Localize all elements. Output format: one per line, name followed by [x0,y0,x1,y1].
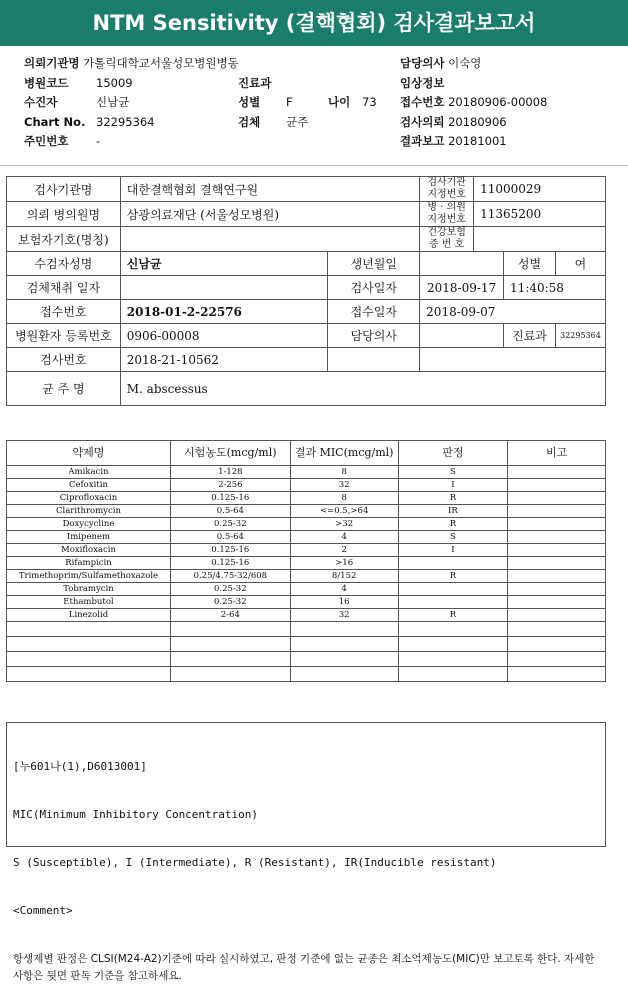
sex-value: 여 [555,252,605,276]
hosp-patient-label: 병원환자 등록번호 [7,324,121,348]
table-cell: 4 [290,531,398,544]
empty-cell [398,622,508,637]
report-label: 결과보고 [400,134,445,148]
ref-inst-label: 의뢰기관명 [24,56,80,70]
age-value: 73 [362,95,377,109]
table-cell [508,531,606,544]
form-row [7,300,606,324]
insure-id-label: 건강보험 증 번 호 [420,227,474,252]
reg-no-value: 2018-01-2-22576 [120,300,328,324]
empty-cell [508,637,606,652]
lab-name-value: 대한결핵협회 결핵연구원 [120,177,419,202]
ssn-value: - [96,134,101,148]
table-cell: Trimethoprim/Sulfamethoxazole [7,570,171,583]
test-date-label: 검사일자 [328,276,420,300]
table-cell [508,596,606,609]
insured-value [120,227,419,252]
ref-inst-value: 가톨릭대학교서울성모병원병동 [83,56,239,70]
table-cell: 0.125-16 [170,492,290,505]
table-cell: 1-128 [170,466,290,479]
empty-row [7,652,606,667]
hosp-code-label: 병원코드 [24,76,69,90]
table-cell: Moxifloxacin [7,544,171,557]
table-cell: 0.25-32 [170,583,290,596]
table-cell [508,466,606,479]
clinical-label: 임상정보 [400,76,445,90]
table-row [7,518,606,531]
dept-value: 32295364 [555,324,605,348]
test-no-value: 2018-21-10562 [120,348,328,372]
table-cell: R [398,570,508,583]
doctor-value: 이숙영 [448,56,482,70]
table-cell [508,518,606,531]
empty-cell [170,637,290,652]
patient-name-label: 수검자성명 [7,252,121,276]
table-row [7,492,606,505]
accession-label: 접수번호 [400,95,445,109]
empty-row [7,667,606,682]
reg-no-label: 접수번호 [7,300,121,324]
table-cell: 32 [290,609,398,622]
specimen-value: 균주 [286,115,309,129]
doctor-label: 담당의사 [400,56,445,70]
table-cell: Linezolid [7,609,171,622]
empty-cell [7,667,171,682]
table-cell: 4 [290,583,398,596]
birth-value [420,252,504,276]
table-cell: Rifampicin [7,557,171,570]
empty-cell [398,667,508,682]
table-cell: >32 [290,518,398,531]
table-cell: 0.125-16 [170,544,290,557]
form-row [7,324,606,348]
empty-cell [398,637,508,652]
form-row [7,202,606,227]
empty-cell [508,652,606,667]
table-cell: Tobramycin [7,583,171,596]
collect-label: 검체채취 일자 [7,276,121,300]
accession-value: 20180906-00008 [448,95,548,109]
collect-value [120,276,328,300]
notes-code: [누601나(1),D6013001] [13,760,147,773]
patient-label: 수진자 [24,95,58,109]
dept-label: 진료과 [238,76,272,90]
chart-label: Chart No. [24,115,86,129]
sex-label: 성별 [504,252,556,276]
table-cell: 0.25/4.75-32/608 [170,570,290,583]
insure-id-value [474,227,606,252]
table-row [7,570,606,583]
empty-cell [290,637,398,652]
form-row [7,372,606,406]
results-header-row [7,441,606,466]
table-cell [508,544,606,557]
notes-mic: MIC(Minimum Inhibitory Concentration) [13,808,259,821]
table-cell: IR [398,505,508,518]
empty-cell [7,637,171,652]
col-header: 시험농도(mcg/ml) [170,441,290,466]
table-cell: Ciprofloxacin [7,492,171,505]
patient-form-table [6,176,606,406]
specimen-label: 검체 [238,115,261,129]
table-row [7,531,606,544]
table-cell: Doxycycline [7,518,171,531]
table-cell: S [398,466,508,479]
col-header: 비고 [508,441,606,466]
test-date-value: 2018-09-17 [420,276,504,300]
notes-legend: S (Susceptible), I (Intermediate), R (Resistant), IR(Inducible resistant) [13,856,497,869]
table-cell: Ethambutol [7,596,171,609]
table-cell [398,583,508,596]
col-header: 판정 [398,441,508,466]
table-cell: >16 [290,557,398,570]
table-cell: 8 [290,492,398,505]
empty-cell [7,652,171,667]
table-cell [508,505,606,518]
lab-name-label: 검사기관명 [7,177,121,202]
table-cell: 2-256 [170,479,290,492]
empty-cell [290,622,398,637]
empty-cell [170,652,290,667]
table-cell [508,583,606,596]
table-cell [398,557,508,570]
table-cell: 32 [290,479,398,492]
form-row [7,348,606,372]
col-header: 결과 MIC(mcg/ml) [290,441,398,466]
form-row [7,227,606,252]
report-title: NTM Sensitivity (결핵협회) 검사결과보고서 [0,0,628,46]
table-cell [508,492,606,505]
form-row [7,252,606,276]
ref-hosp-label: 의뢰 병의원명 [7,202,121,227]
table-cell [508,609,606,622]
doctor-label: 담당의사 [328,324,420,348]
ssn-label: 주민번호 [24,134,69,148]
doctor-value [420,324,504,348]
age-label: 나이 [328,95,351,109]
test-req-value: 20180906 [448,115,507,129]
ref-hosp-value: 삼광의료재단 (서울성모병원) [120,202,419,227]
ref-id-value: 11365200 [474,202,606,227]
col-header: 약제명 [7,441,171,466]
dept-label: 진료과 [504,324,556,348]
patient-name-value: 신남균 [120,252,328,276]
table-row [7,557,606,570]
form-row [7,276,606,300]
empty-row [7,622,606,637]
sex-value: F [286,95,293,109]
table-cell: R [398,609,508,622]
table-cell [508,557,606,570]
sex-label: 성별 [238,95,261,109]
empty-cell [170,667,290,682]
table-cell: Imipenem [7,531,171,544]
table-row [7,544,606,557]
table-cell: 0.125-16 [170,557,290,570]
lab-id-label: 검사기관 지정번호 [420,177,474,202]
table-row [7,596,606,609]
strain-label: 균 주 명 [7,372,121,406]
empty-row [7,637,606,652]
notes-box [6,722,606,982]
patient-value: 신남균 [96,95,130,109]
test-no-label: 검사번호 [7,348,121,372]
empty-cell [398,652,508,667]
divider [0,165,628,166]
notes-comment: 항생제별 판정은 CLSI(M24-A2)기준에 따라 실시하였고, 판정 기준에 없는 균종은 최소억제농도(MIC)만 보고토록 한다. 자세한 사항은 뒷면 판독 기준을 참고하세요. [13,953,598,982]
table-cell: Amikacin [7,466,171,479]
table-row [7,609,606,622]
table-cell: 2 [290,544,398,557]
table-cell [508,570,606,583]
table-cell: 2-64 [170,609,290,622]
table-cell: 0.5-64 [170,531,290,544]
table-cell: 0.25-32 [170,518,290,531]
table-cell: 0.25-32 [170,596,290,609]
ref-id-label: 병 · 의원 지정번호 [420,202,474,227]
reg-date-value: 2018-09-07 [420,300,606,324]
table-cell: 8 [290,466,398,479]
table-row [7,583,606,596]
empty-cell [290,652,398,667]
table-cell: 8/152 [290,570,398,583]
hosp-patient-value: 0906-00008 [120,324,328,348]
table-row [7,466,606,479]
strain-value: M. abscessus [120,372,605,406]
table-row [7,505,606,518]
table-cell: 16 [290,596,398,609]
birth-label: 생년월일 [328,252,420,276]
hosp-code-value: 15009 [96,76,133,90]
table-cell: Clarithromycin [7,505,171,518]
empty-cell [328,348,420,372]
table-cell: I [398,479,508,492]
empty-cell [508,622,606,637]
table-cell: Cefoxitin [7,479,171,492]
table-cell: R [398,518,508,531]
table-cell [508,479,606,492]
table-cell: 0.5-64 [170,505,290,518]
empty-cell [170,622,290,637]
lab-id-value: 11000029 [474,177,606,202]
insured-label: 보험자기호(명칭) [7,227,121,252]
test-req-label: 검사의뢰 [400,115,445,129]
table-cell: <=0.5,>64 [290,505,398,518]
table-cell: S [398,531,508,544]
empty-cell [420,348,606,372]
table-cell [398,596,508,609]
table-row [7,479,606,492]
empty-cell [290,667,398,682]
table-cell: I [398,544,508,557]
empty-cell [7,622,171,637]
table-cell: R [398,492,508,505]
form-row [7,177,606,202]
notes-comment-label: <Comment> [13,904,73,917]
report-value: 20181001 [448,134,507,148]
results-table [6,440,606,682]
reg-date-label: 접수일자 [328,300,420,324]
empty-cell [508,667,606,682]
chart-value: 32295364 [96,115,155,129]
test-time-value: 11:40:58 [504,276,606,300]
